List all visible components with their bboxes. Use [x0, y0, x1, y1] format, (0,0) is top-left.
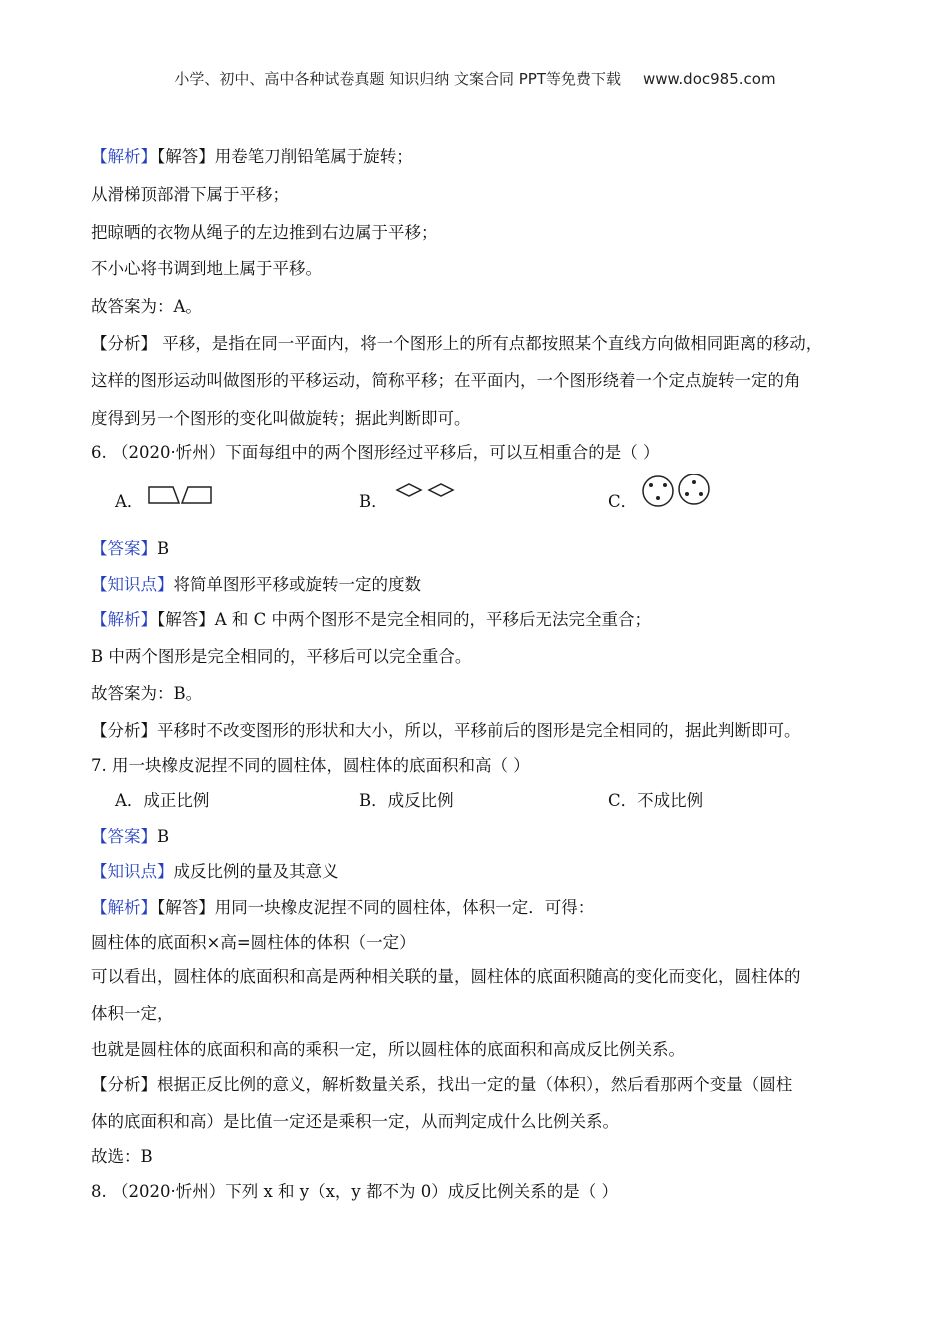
q6-option-b-figure [393, 481, 459, 503]
q6-answer: B [157, 539, 170, 558]
q7-answer: B [157, 827, 170, 846]
q6-option-b-label: B． [359, 492, 388, 511]
q6-answer-line [91, 538, 169, 560]
page-header [0, 68, 950, 89]
q7-choice: 故选：B [91, 1147, 153, 1166]
q7-option-a: A．成正比例 [115, 791, 210, 810]
q5-jieda: 【解答】用卷笔刀削铅笔属于旋转； [157, 147, 413, 166]
q6-jieda: 【解答】A 和 C 中两个图形不是完全相同的，平移后无法完全重合； [157, 610, 652, 629]
q7-line4: 体积一定， [91, 1004, 174, 1023]
q5-line4: 不小心将书调到地上属于平移。 [91, 259, 322, 278]
q8-stem: 8. （2020·忻州）下列 x 和 y（x，y 都不为 0）成反比例关系的是（ ） [91, 1182, 618, 1201]
q7-jieda: 【解答】用同一块橡皮泥捏不同的圆柱体，体积一定．可得： [157, 898, 595, 917]
q5-line5: 故答案为：A。 [91, 297, 202, 316]
jiexi-tag: 【解析】 [91, 898, 157, 917]
q7-line3: 可以看出，圆柱体的底面积和高是两种相关联的量，圆柱体的底面积随高的变化而变化，圆柱体的 [91, 967, 801, 986]
q6-option-a-figure [145, 484, 215, 506]
q6-option-a-label: A． [115, 492, 144, 511]
q6-fenxi: 【分析】平移时不改变图形的形状和大小，所以，平移前后的图形是完全相同的，据此判断即可。 [91, 721, 801, 740]
jiexi-tag: 【解析】 [91, 147, 157, 166]
q7-jieda-line [91, 897, 594, 919]
q6-knowledge: 将简单图形平移或旋转一定的度数 [173, 575, 421, 594]
jiexi-tag: 【解析】 [91, 610, 157, 629]
q5-line3: 把晾晒的衣物从绳子的左边推到右边属于平移； [91, 223, 438, 242]
answer-tag: 【答案】 [91, 827, 157, 846]
knowledge-tag: 【知识点】 [91, 575, 174, 594]
q6-option-c-figure [638, 474, 718, 508]
q6-stem: 6. （2020·忻州）下面每组中的两个图形经过平移后，可以互相重合的是（ ） [91, 443, 660, 462]
q7-fenxi1: 【分析】根据正反比例的意义，解析数量关系，找出一定的量（体积），然后看那两个变量（圆柱 [91, 1075, 793, 1094]
q7-stem: 7. 用一块橡皮泥捏不同的圆柱体，圆柱体的底面积和高（ ） [91, 756, 530, 775]
q6-jieda-line [91, 609, 651, 631]
q7-answer-line [91, 826, 169, 848]
header-site: www.doc985.com [642, 70, 776, 88]
q6-knowledge-line [91, 574, 421, 596]
q7-knowledge-line [91, 861, 339, 883]
q5-fenxi2: 这样的图形运动叫做图形的平移运动，简称平移；在平面内，一个图形绕着一个定点旋转一定的角 [91, 371, 801, 390]
q5-fenxi3: 度得到另一个图形的变化叫做旋转；据此判断即可。 [91, 409, 471, 428]
q7-line2: 圆柱体的底面积×高=圆柱体的体积（一定） [91, 933, 416, 952]
q7-option-c: C．不成比例 [608, 791, 704, 810]
q7-fenxi2: 体的底面积和高）是比值一定还是乘积一定，从而判定成什么比例关系。 [91, 1112, 619, 1131]
q6-line3: 故答案为：B。 [91, 684, 203, 703]
q7-option-b: B．成反比例 [359, 791, 454, 810]
q5-line2: 从滑梯顶部滑下属于平移； [91, 185, 289, 204]
knowledge-tag: 【知识点】 [91, 862, 174, 881]
q6-option-c-label: C． [608, 492, 638, 511]
q7-line5: 也就是圆柱体的底面积和高的乘积一定，所以圆柱体的底面积和高成反比例关系。 [91, 1040, 685, 1059]
q7-knowledge: 成反比例的量及其意义 [173, 862, 339, 881]
q5-fenxi1: 【分析】 平移，是指在同一平面内，将一个图形上的所有点都按照某个直线方向做相同距离的移动， [91, 334, 823, 353]
q6-line2: B 中两个图形是完全相同的，平移后可以完全重合。 [91, 647, 472, 666]
header-text: 小学、初中、高中各种试卷真题 知识归纳 文案合同 PPT等免费下载 [174, 70, 621, 88]
answer-tag: 【答案】 [91, 539, 157, 558]
q5-jieda-line [91, 146, 413, 168]
